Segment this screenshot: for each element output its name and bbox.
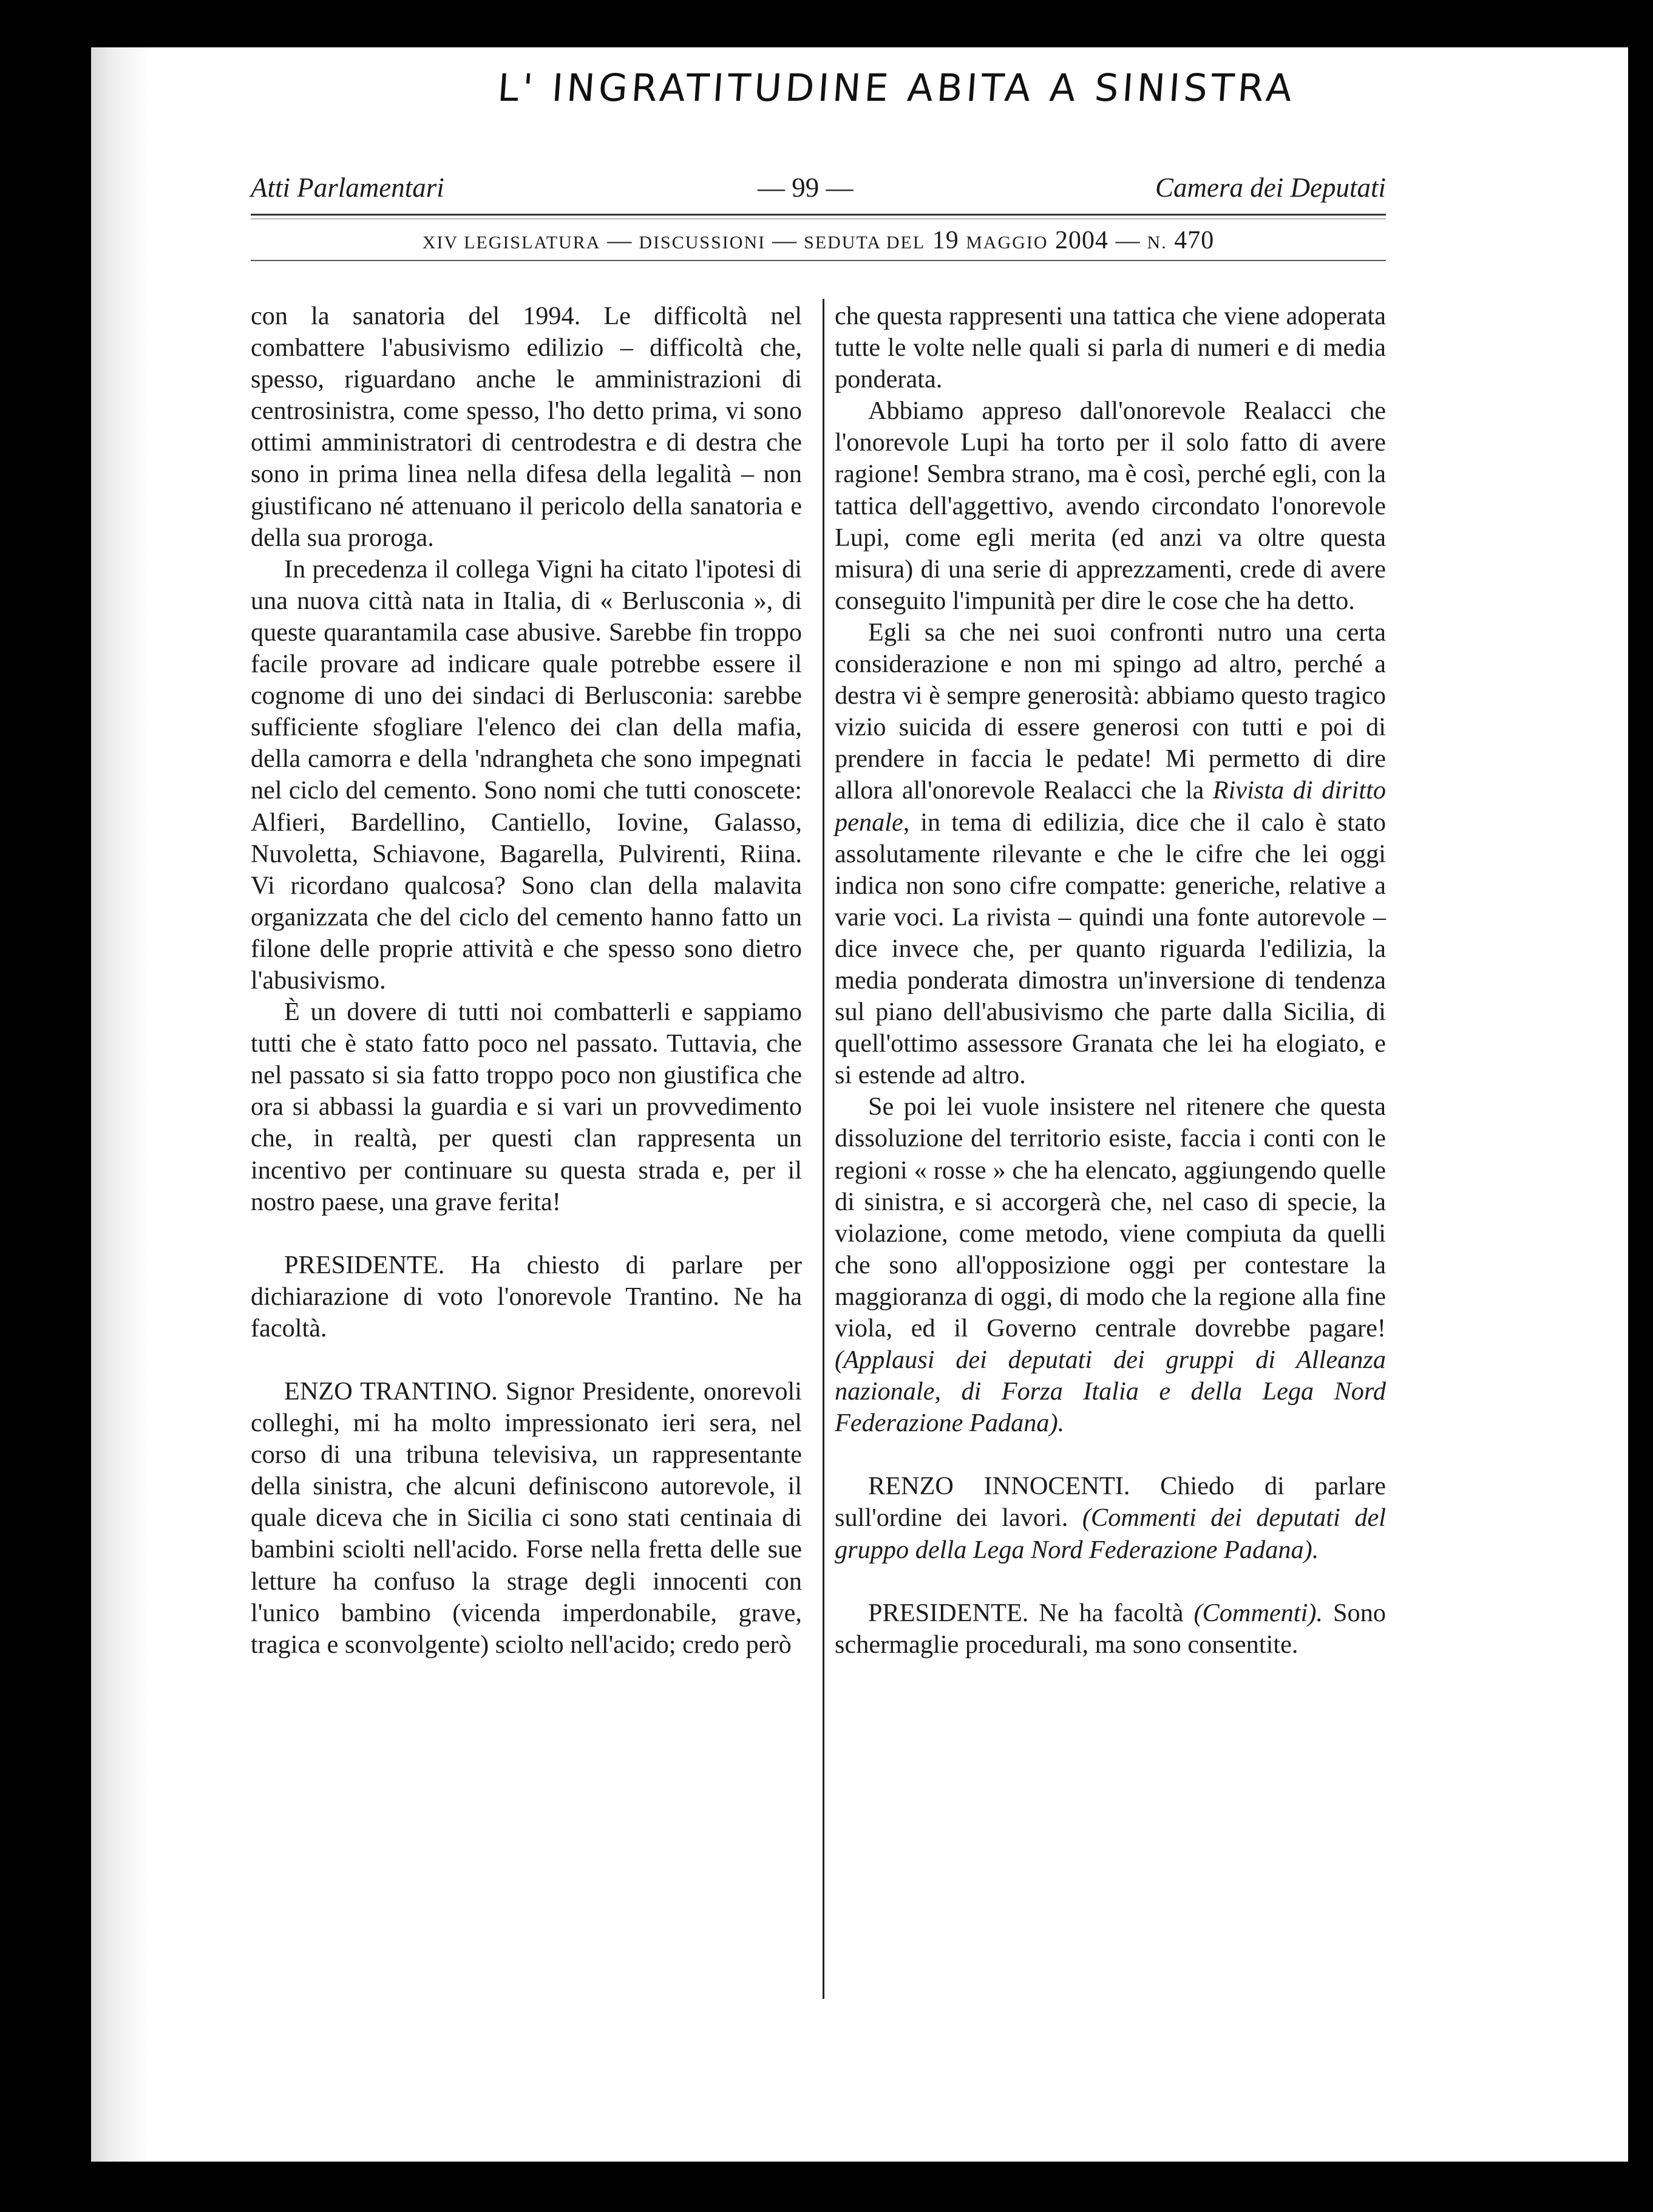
subheader-day: 19 <box>925 226 966 254</box>
text-run: Sono schermaglie procedurali, ma sono consentite. <box>835 1598 1386 1659</box>
header-left: Atti Parlamentari <box>251 172 444 203</box>
subheader-dash: — <box>765 226 804 254</box>
journal-title: Rivista di diritto penale <box>835 776 1386 837</box>
speaker-paragraph: ENZO TRANTINO. Signor Presidente, onorevoli colleghi, mi ha molto impressionato ieri sera, nel corso di una tribuna televisiva, un rappresentante della sinistra, che alcuni definiscono autorevole, il quale diceva che in Sicilia ci sono stati centinaia di bambini sciolti nell'acido. Forse nella fretta delle sue letture ha confuso la strage degli innocenti con l'unico bambino (vicenda imperdonabile, grave, tragica e sconvolgente) sciolto nell'acido; credo però <box>251 1377 802 1659</box>
speaker-paragraph <box>835 1598 1386 1661</box>
speaker-paragraph: PRESIDENTE. Ha chiesto di parlare per dichiarazione di voto l'onorevole Trantino. Ne ha facoltà. <box>251 1250 802 1343</box>
applause-note: (Applausi dei deputati dei gruppi di Alleanza nazionale, di Forza Italia e della Lega Nord Federazione Padana). <box>835 1346 1386 1438</box>
comment-note: (Commenti). <box>1193 1598 1323 1627</box>
paragraph: Abbiamo appreso dall'onorevole Realacci che l'onorevole Lupi ha torto per il solo fatto di avere ragione! Sembra strano, ma è così, perché egli, con la tattica dell'aggettivo, avendo circondato l'onorevole Lupi, come egli merita (ed anzi va oltre questa misura) di una serie di apprezzamenti, crede di avere conseguito l'impunità per dire le cose che ha detto. <box>835 396 1386 615</box>
page-number: — 99 — <box>758 172 854 203</box>
paragraph: con la sanatoria del 1994. Le difficoltà nel combattere l'abusivismo edilizio – difficoltà che, spesso, riguardano anche le amministrazioni di centrosinistra, come spesso, l'ho detto prima, vi sono ottimi amministratori di centrodestra e di destra che sono in prima linea nella difesa della legalità – non giustificano né attenuano il pericolo della sanatoria e della sua proroga. <box>251 302 802 552</box>
text-run: RENZO INNOCENTI. Chiedo di parlare sull'ordine dei lavori. <box>835 1472 1386 1533</box>
text-run: Egli sa che nei suoi confronti nutro una certa considerazione e non mi spingo ad altro, perché a destra vi è sempre generosità: abbiamo questo tragico vizio suicida di essere generosi con tutti e poi di prendere in faccia le pedate! Mi permetto di dire allora all'onorevole Realacci che la <box>835 618 1386 805</box>
subheader-dash: — <box>600 226 639 254</box>
paragraph: È un dovere di tutti noi combatterli e sappiamo tutti che è stato fatto poco nel passato. Tuttavia, che nel passato si sia fatto troppo poco non giustifica che ora si abbassi la guardia e si vari un provvedimento che, in realtà, per questi clan rappresenta un incentivo per continuare su questa strada e, per il nostro paese, una grave ferita! <box>251 998 802 1216</box>
header-rule <box>251 214 1386 216</box>
header-right: Camera dei Deputati <box>1155 172 1386 203</box>
scan-border-left <box>0 0 91 2212</box>
page-header <box>251 172 1386 208</box>
paragraph <box>835 1091 1386 1439</box>
handwritten-note: L' INGRATITUDINE ABITA A SINISTRA <box>496 66 1297 110</box>
paragraph <box>835 617 1386 1091</box>
session-subheader <box>251 226 1386 255</box>
scan-border-right <box>1628 0 1653 2212</box>
subheader-year: 2004 <box>1048 226 1116 254</box>
scan-shadow <box>91 47 149 2162</box>
column-divider <box>823 299 824 1999</box>
comment-note: (Commenti dei deputati del gruppo della Lega Nord Federazione Padana). <box>835 1503 1387 1564</box>
subheader-legislatura: XIV LEGISLATURA <box>422 233 601 253</box>
subheader-dash: — <box>1115 226 1147 254</box>
text-run: Se poi lei vuole insistere nel ritenere che questa dissoluzione del territorio esiste, faccia i conti con le regioni « rosse » che ha elencato, aggiungendo quelle di sinistra, e si accorgerà che, nel caso di specie, la violazione, come metodo, viene compiuta da quelli che sono all'opposizione oggi per contestare la maggioranza di oggi, di modo che la regione alla fine viola, ed il Governo centrale dovrebbe pagare! <box>835 1092 1386 1343</box>
speaker-paragraph <box>835 1471 1386 1565</box>
subheader-n-label: N. <box>1147 233 1167 253</box>
subheader-n-value: 470 <box>1167 226 1215 254</box>
text-run: PRESIDENTE. Ne ha facoltà <box>868 1598 1194 1627</box>
left-column <box>251 301 802 1661</box>
text-run: , in tema di edilizia, dice che il calo è stato assolutamente rilevante e che le cifre che lei oggi indica non sono cifre compatte: generiche, relative a varie voci. La rivista – quindi una fonte autorevole – dice invece che, per quanto riguarda l'edilizia, la media ponderata dimostra un'inversione di tendenza sul piano dell'abusivismo che parte dalla Sicilia, di quell'ottimo assessore Granata che lei ha elogiato, e si estende ad altro. <box>835 808 1386 1090</box>
paragraph: In precedenza il collega Vigni ha citato l'ipotesi di una nuova città nata in Italia, di « Berlusconia », di queste quarantamila case abusive. Sarebbe fin troppo facile provare ad indicare quale potrebbe essere il cognome di uno dei sindaci di Berlusconia: sarebbe sufficiente sfogliare l'elenco dei clan della mafia, della camorra e della 'ndrangheta che sono impegnati nel ciclo del cemento. Sono nomi che tutti conoscete: Alfieri, Bardellino, Cantiello, Iovine, Galasso, Nuvoletta, Schiavone, Bagarella, Pulvirenti, Riina. Vi ricordano qualcosa? Sono clan della malavita organizzata che del ciclo del cemento hanno fatto un filone delle proprie attività e che spesso sono dietro l'abusivismo. <box>251 554 802 995</box>
subheader-month: MAGGIO <box>966 233 1048 253</box>
right-column <box>835 301 1386 1661</box>
subheader-seduta: SEDUTA DEL <box>804 233 926 253</box>
subheader-section: DISCUSSIONI <box>639 233 766 253</box>
scan-border-top <box>0 0 1653 47</box>
paragraph: che questa rappresenti una tattica che viene adoperata tutte le volte nelle quali si parla di numeri e di media ponderata. <box>835 302 1386 394</box>
subheader-rule <box>251 260 1386 261</box>
scan-border-bottom <box>0 2162 1653 2212</box>
